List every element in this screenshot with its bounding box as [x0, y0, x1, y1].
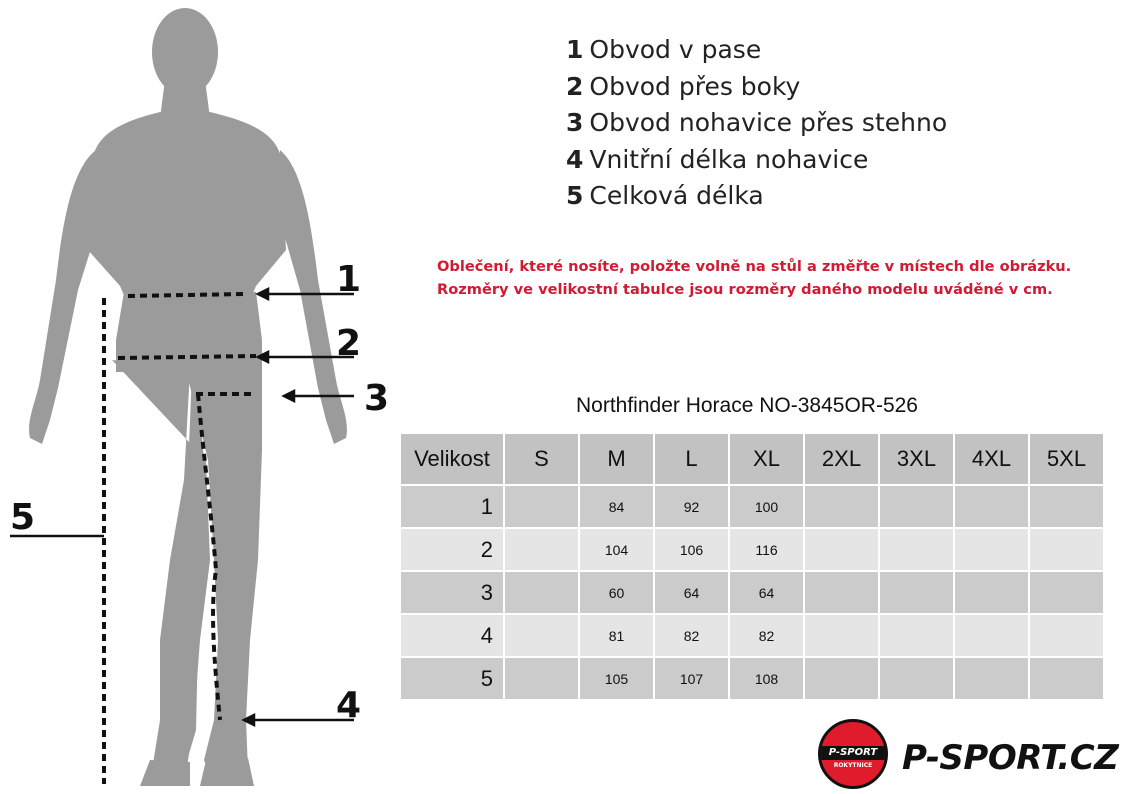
row-label: 1 — [400, 485, 504, 528]
column-header: 5XL — [1029, 433, 1104, 485]
legend-number: 3 — [566, 108, 584, 137]
legend-label: Obvod v pase — [589, 35, 762, 64]
table-cell: 92 — [654, 485, 729, 528]
measuring-instructions — [437, 255, 1071, 301]
column-header: M — [579, 433, 654, 485]
legend-number: 5 — [566, 181, 584, 210]
body-measurement-figure — [0, 0, 400, 794]
table-row — [400, 571, 1104, 614]
legend-number: 2 — [566, 71, 584, 101]
legend-item — [566, 142, 947, 179]
table-row — [400, 614, 1104, 657]
table-cell — [1029, 485, 1104, 528]
table-cell — [504, 485, 579, 528]
size-table — [399, 432, 1105, 701]
callout-1: 1 — [336, 259, 362, 300]
table-cell — [879, 614, 954, 657]
column-header: 4XL — [954, 433, 1029, 485]
table-cell — [504, 571, 579, 614]
legend-label: Obvod nohavice přes stehno — [589, 108, 948, 137]
table-cell — [504, 657, 579, 700]
callout-2: 2 — [336, 323, 362, 364]
instruction-line: Rozměry ve velikostní tabulce jsou rozměry daného modelu uváděné v cm. — [437, 281, 1053, 298]
row-label: 3 — [400, 571, 504, 614]
callout-4: 4 — [336, 685, 362, 726]
table-cell — [954, 571, 1029, 614]
table-cell: 84 — [579, 485, 654, 528]
table-cell — [879, 571, 954, 614]
legend-number: 1 — [566, 35, 584, 64]
table-cell — [804, 657, 879, 700]
table-row — [400, 485, 1104, 528]
table-cell: 108 — [729, 657, 804, 700]
table-cell — [879, 528, 954, 571]
callout-3: 3 — [364, 378, 390, 419]
legend-item — [566, 105, 947, 142]
table-cell: 104 — [579, 528, 654, 571]
measurement-legend — [566, 32, 947, 215]
legend-item — [566, 69, 947, 106]
table-cell — [954, 657, 1029, 700]
table-cell — [954, 528, 1029, 571]
badge-top-text: P-SPORT — [828, 747, 878, 758]
legend-item — [566, 32, 947, 69]
table-row — [400, 657, 1104, 700]
table-cell: 64 — [729, 571, 804, 614]
column-header: 3XL — [879, 433, 954, 485]
table-cell: 64 — [654, 571, 729, 614]
column-header: Velikost — [400, 433, 504, 485]
table-row — [400, 528, 1104, 571]
table-cell: 81 — [579, 614, 654, 657]
table-cell: 106 — [654, 528, 729, 571]
table-cell — [1029, 614, 1104, 657]
callout-5: 5 — [10, 497, 36, 538]
table-cell: 107 — [654, 657, 729, 700]
table-cell — [504, 614, 579, 657]
table-cell: 82 — [729, 614, 804, 657]
table-cell — [954, 614, 1029, 657]
table-cell — [1029, 571, 1104, 614]
row-label: 2 — [400, 528, 504, 571]
table-cell — [804, 571, 879, 614]
table-cell — [804, 485, 879, 528]
instruction-line: Oblečení, které nosíte, položte volně na stůl a změřte v místech dle obrázku. — [437, 258, 1072, 275]
badge-bottom-text: ROKYTNICE — [833, 762, 873, 769]
legend-label: Vnitřní délka nohavice — [589, 144, 869, 174]
table-cell — [879, 485, 954, 528]
p-sport-logo-text: P-SPORT.CZ — [902, 738, 1119, 778]
table-cell — [954, 485, 1029, 528]
table-header-row — [400, 433, 1104, 485]
column-header: S — [504, 433, 579, 485]
legend-label: Celková délka — [589, 181, 764, 210]
table-cell: 105 — [579, 657, 654, 700]
table-cell — [1029, 657, 1104, 700]
row-label: 4 — [400, 614, 504, 657]
column-header: L — [654, 433, 729, 485]
legend-item — [566, 178, 947, 215]
table-cell — [1029, 528, 1104, 571]
table-cell: 116 — [729, 528, 804, 571]
table-cell — [804, 528, 879, 571]
p-sport-logo-badge — [818, 719, 888, 789]
legend-number: 4 — [566, 144, 584, 174]
size-table-title: Northfinder Horace NO-3845OR-526 — [576, 394, 918, 417]
table-cell: 82 — [654, 614, 729, 657]
column-header: 2XL — [804, 433, 879, 485]
table-cell — [504, 528, 579, 571]
table-cell — [804, 614, 879, 657]
table-cell: 60 — [579, 571, 654, 614]
table-cell: 100 — [729, 485, 804, 528]
legend-label: Obvod přes boky — [589, 71, 801, 101]
row-label: 5 — [400, 657, 504, 700]
column-header: XL — [729, 433, 804, 485]
table-cell — [879, 657, 954, 700]
